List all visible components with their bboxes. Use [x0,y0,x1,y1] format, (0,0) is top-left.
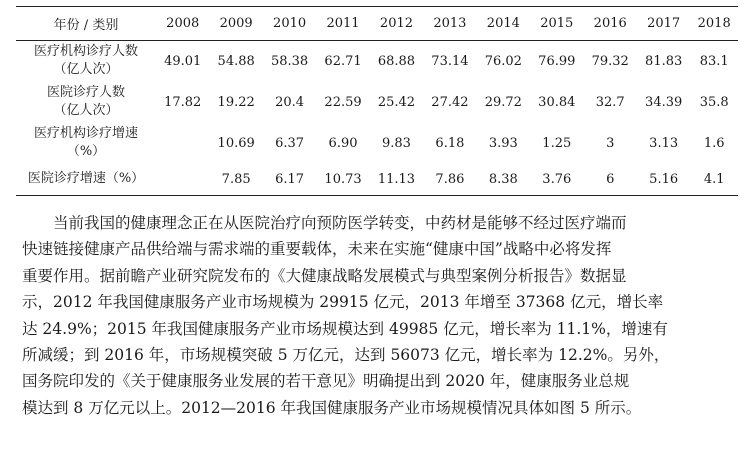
header-cell: 2013 [423,7,476,41]
table-cell: 68.88 [377,53,416,69]
header-cell: 2012 [370,7,423,41]
table-cell: 81.83 [645,53,683,69]
table-cell: 10.69 [217,135,255,151]
table-cell: 25.42 [377,94,416,110]
table-cell: 17.82 [164,94,202,110]
paragraph-line: 重要作用。据前瞻产业研究院发布的《大健康战略发展模式与典型案例分析报告》数据显 [22,266,627,285]
table-cell: 32.7 [595,94,625,110]
table-cell: 22.59 [324,94,362,110]
table-cell: 20.4 [275,94,305,110]
table-cell: 3.76 [530,164,583,196]
table-cell: 19.22 [217,94,255,110]
header-cell: 2016 [584,7,637,41]
table-cell: 11.13 [370,164,423,196]
header-cell: 2008 [156,7,209,41]
header-cell: 2017 [637,7,690,41]
medical-visits-table [16,6,738,196]
paragraph-line: 快速链接健康产品供给端与需求端的重要载体，未来在实施“健康中国”战略中必将发挥 [22,240,612,259]
table-cell: 7.85 [209,164,262,196]
table-cell: 6.18 [435,135,465,151]
header-cell: 2011 [316,7,369,41]
table-cell: 35.8 [699,94,729,110]
header-cell: 2015 [530,7,583,41]
table-header-row [16,7,738,41]
header-cell: 2018 [690,7,738,41]
table-cell: 3.93 [488,135,518,151]
table-cell: 83.1 [699,53,729,69]
table-cell: 6 [584,164,637,196]
table-cell: 27.42 [431,94,469,110]
table-row [16,164,738,196]
table-cell: 6.37 [275,135,305,151]
paragraph-line: 当前我国的健康理念正在从医院治疗向预防医学转变，中药材是能够不经过医疗端而 [53,214,627,232]
body-paragraph [22,210,738,421]
paragraph-line: 国务院印发的《关于健康服务业发展的若干意见》明确提出到 2020 年，健康服务业总规 [22,372,630,391]
table-cell: 9.83 [381,135,411,151]
header-cell: 2009 [209,7,262,41]
paragraph-line: 达 24.9%；2015 年我国健康服务产业市场规模达到 49985 亿元，增长率为 11.1%，增速有 [22,319,668,338]
paragraph-line: 示，2012 年我国健康服务产业市场规模为 29915 亿元，2013 年增至 37368 亿元，增长率 [22,293,664,312]
table-cell: 76.02 [484,53,522,69]
row-label: 医院诊疗增速（%） [16,164,156,196]
table-cell: 5.16 [637,164,690,196]
paragraph-line: 所减缓；到 2016 年，市场规模突破 5 万亿元，达到 56073 亿元，增长率为 12.2%。另外， [22,346,670,365]
table-row [16,123,738,164]
table-cell: 7.86 [423,164,476,196]
table-cell: 4.1 [690,164,738,196]
table-cell: 79.32 [591,53,629,69]
table-cell: 3.13 [649,135,679,151]
table-cell: 76.99 [538,53,576,69]
table-cell: 58.38 [270,53,309,69]
table-cell: 73.14 [431,53,469,69]
table-cell: 6.90 [328,135,358,151]
table-row [16,41,738,82]
table-cell [156,164,209,196]
row-label: 医疗机构诊疗增速 （%） [33,126,138,159]
row-label: 医院诊疗人数 （亿人次） [46,85,125,118]
header-cell: 2014 [477,7,530,41]
table-cell: 8.38 [477,164,530,196]
table-row [16,82,738,123]
table-cell: 54.88 [217,53,255,69]
table-cell: 1.6 [703,135,725,151]
table-cell [156,123,209,164]
paragraph-line: 模达到 8 万亿元以上。2012—2016 年我国健康服务产业市场规模情况具体如图 5 所示。 [22,398,642,417]
table-cell: 6.17 [263,164,316,196]
header-cell: 2010 [263,7,316,41]
table-cell: 34.39 [645,94,683,110]
table-cell: 1.25 [542,135,572,151]
table-cell: 29.72 [484,94,522,110]
table-cell: 30.84 [538,94,576,110]
table-cell: 3 [606,135,615,151]
table-cell: 10.73 [316,164,369,196]
row-label: 医疗机构诊疗人数 （亿人次） [33,44,138,78]
header-cell: 年份 / 类别 [16,7,156,41]
table-cell: 62.71 [324,53,362,69]
table-cell: 49.01 [164,53,202,69]
